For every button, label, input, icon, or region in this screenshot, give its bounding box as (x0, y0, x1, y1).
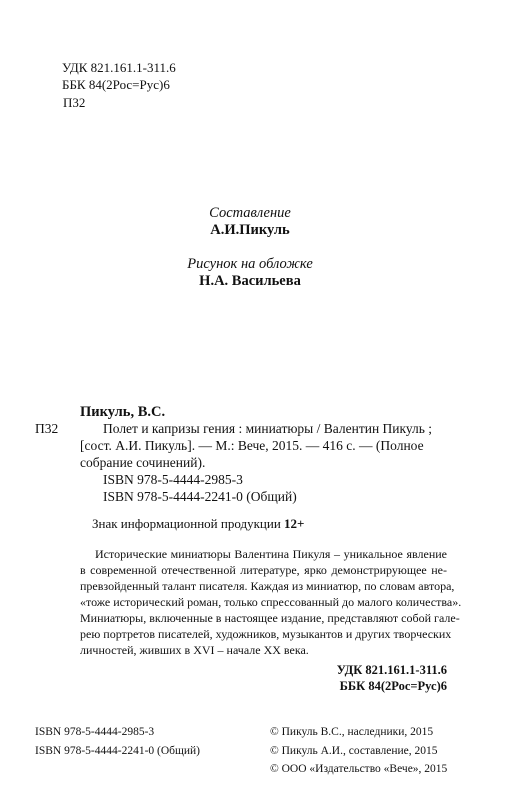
age-rating (92, 516, 304, 532)
catalog-isbn: ISBN 978-5-4444-2985-3 (103, 472, 243, 487)
annotation-line: рею портретов писателей, художников, музыкантов и других творческих (80, 627, 452, 641)
udk-code: УДК 821.161.1-311.6 (62, 60, 176, 75)
cover-artist-name: Н.А. Васильева (199, 273, 301, 289)
author-mark: П32 (63, 95, 86, 110)
bbk-code: ББК 84(2Рос=Рус)6 (62, 77, 170, 92)
catalog-mark: П32 (35, 421, 59, 436)
compiler-name: А.И.Пикуль (210, 222, 290, 238)
compiler-label: Составление (209, 205, 291, 221)
catalog-line: собрание сочинений). (80, 455, 206, 470)
copyright-line: © Пикуль В.С., наследники, 2015 (270, 726, 434, 738)
annotation-line: превзойденный талант писателя. Каждая из миниатюр, по словам автора, (80, 579, 455, 593)
footer-isbn: ISBN 978-5-4444-2241-0 (Общий) (35, 745, 200, 757)
age-rating-value: 12+ (284, 516, 305, 531)
catalog-line: Полет и капризы гения : миниатюры / Валентин Пикуль ; (103, 421, 433, 436)
catalog-heading: Пикуль, В.С. (80, 404, 166, 420)
copyright-line: © ООО «Издательство «Вече», 2015 (270, 763, 448, 775)
catalog-line: [сост. А.И. Пикуль]. — М.: Вече, 2015. — 416 с. — (Полное (80, 438, 424, 453)
credits-block (0, 205, 500, 290)
annotation-line: в современной отечественной литературе, ярко демонстрирующее не- (80, 563, 447, 577)
annotation-line: личностей, живших в XVI – начале XX века. (80, 643, 309, 657)
classification-bbk: ББК 84(2Рос=Рус)6 (339, 679, 447, 693)
annotation-line: Исторические миниатюры Валентина Пикуля – уникальное явление (95, 547, 447, 561)
cover-label: Рисунок на обложке (187, 256, 313, 272)
annotation-line: Миниатюры, включенные в настоящее издание, представляют собой гале- (80, 611, 460, 625)
age-rating-label: Знак информационной продукции (92, 516, 281, 531)
classification-udk: УДК 821.161.1-311.6 (336, 663, 447, 677)
annotation-line: «тоже исторический роман, только спрессованный до малого количества». (80, 595, 462, 609)
footer-isbn: ISBN 978-5-4444-2985-3 (35, 726, 155, 738)
catalog-isbn: ISBN 978-5-4444-2241-0 (Общий) (103, 489, 297, 504)
copyright-line: © Пикуль А.И., составление, 2015 (270, 745, 438, 757)
